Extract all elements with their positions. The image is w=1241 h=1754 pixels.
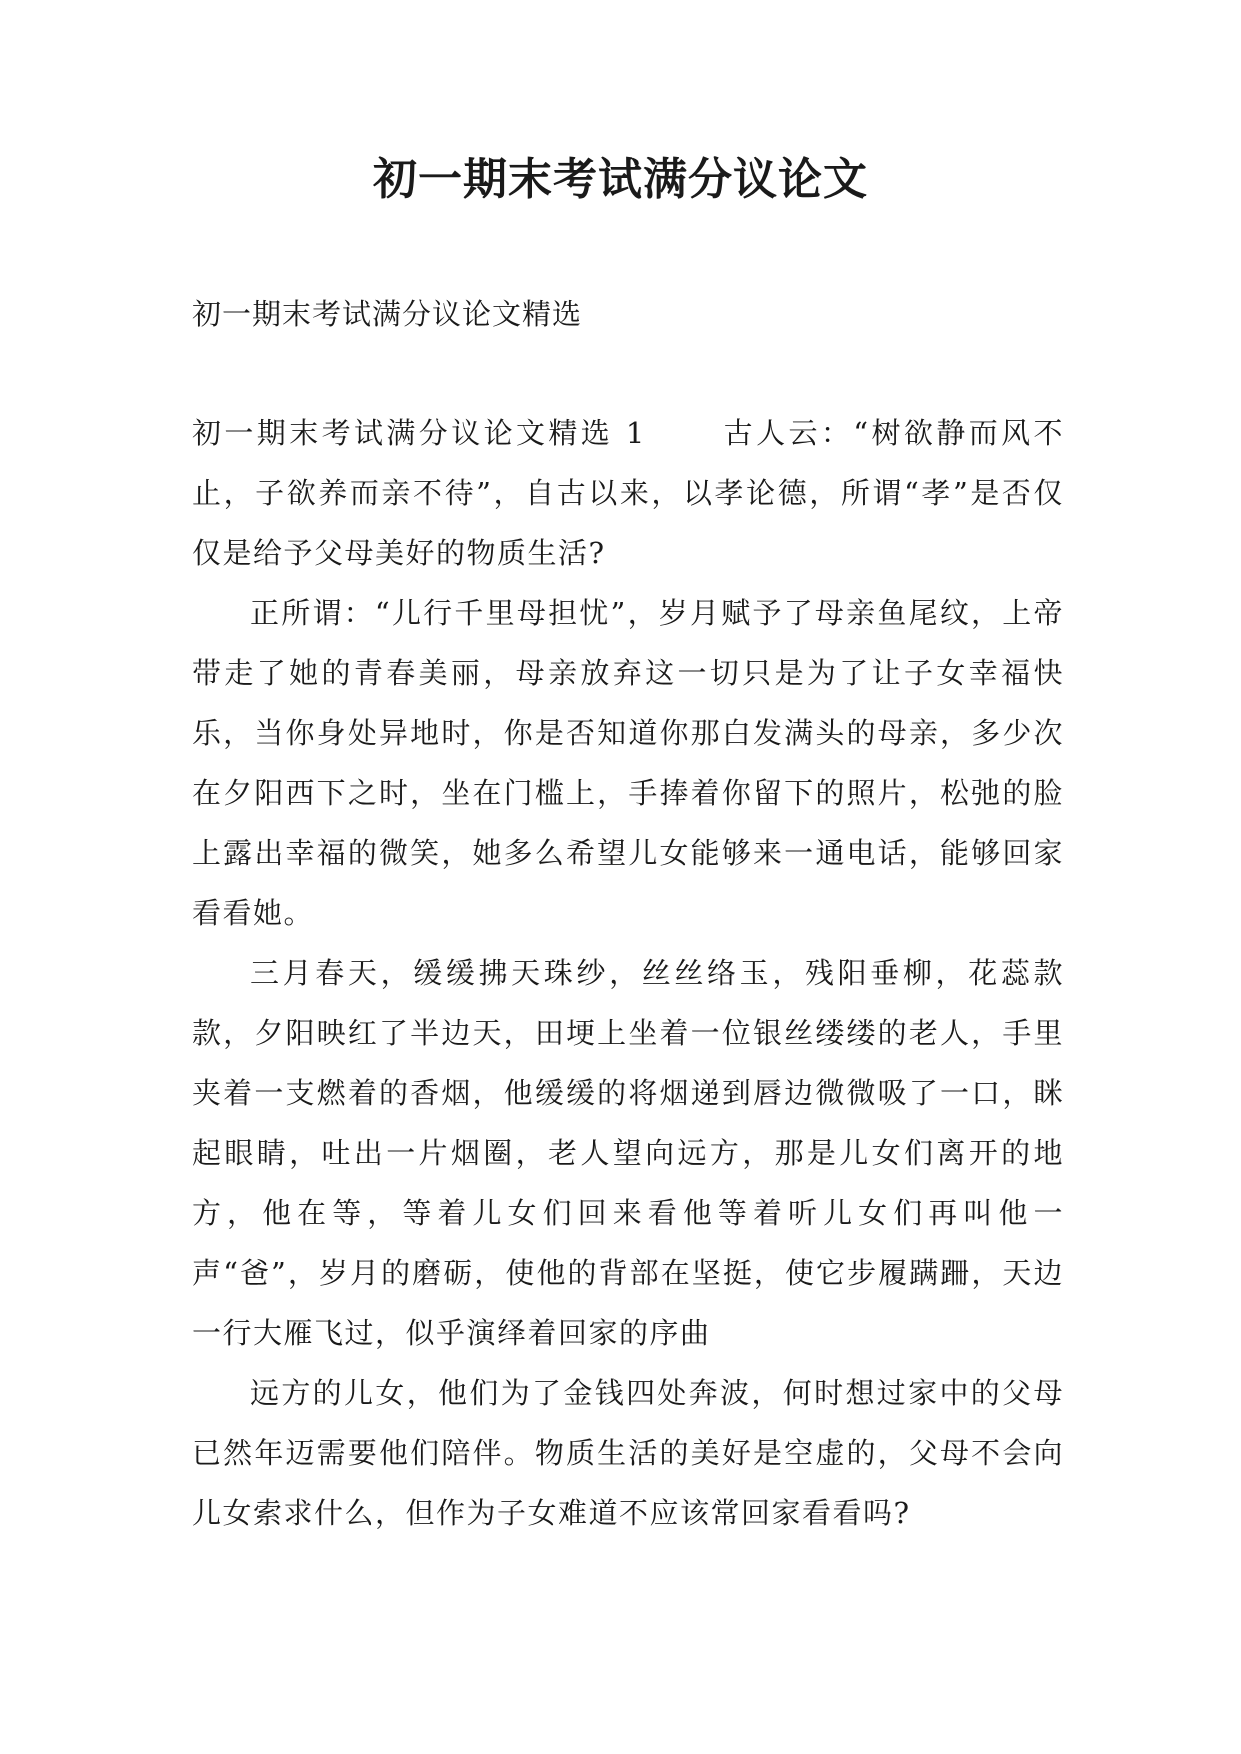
document-subtitle: 初一期末考试满分议论文精选 xyxy=(192,297,583,331)
paragraph-4: 远方的儿女，他们为了金钱四处奔波，何时想过家中的父母已然年迈需要他们陪伴。物质生活的美好是空虚的，父母不会向儿女索求什么，但作为子女难道不应该常回家看看吗? xyxy=(192,1376,1064,1530)
paragraph-1 xyxy=(192,403,1064,583)
paragraph-3: 三月春天，缓缓拂天珠纱，丝丝络玉，残阳垂柳，花蕊款款，夕阳映红了半边天，田埂上坐着一位银丝缕缕的老人，手里夹着一支燃着的香烟，他缓缓的将烟递到唇边微微吸了一口，眯起眼睛，吐出一片烟圈，老人望向远方，那是儿女们离开的地方，他在等，等着儿女们回来看他等着听儿女们再叫他一声“爸”，岁月的磨砺，使他的背部在坚挺，使它步履蹒跚，天边一行大雁飞过，似乎演绎着回家的序曲 xyxy=(192,956,1064,1350)
paragraph-1-text: 古人云：“树欲静而风不止，子欲养而亲不待”，自古以来，以孝论德，所谓“孝”是否仅仅是给予父母美好的物质生活? xyxy=(192,416,1065,570)
document-title: 初一期末考试满分议论文 xyxy=(373,154,868,205)
document-body xyxy=(192,403,1064,1543)
section-heading: 初一期末考试满分议论文精选 1 xyxy=(192,416,646,450)
paragraph-2: 正所谓：“儿行千里母担忧”，岁月赋予了母亲鱼尾纹，上帝带走了她的青春美丽，母亲放弃这一切只是为了让子女幸福快乐，当你身处异地时，你是否知道你那白发满头的母亲，多少次在夕阳西下之时，坐在门槛上，手捧着你留下的照片，松弛的脸上露出幸福的微笑，她多么希望儿女能够来一通电话，能够回家看看她。 xyxy=(192,596,1064,930)
